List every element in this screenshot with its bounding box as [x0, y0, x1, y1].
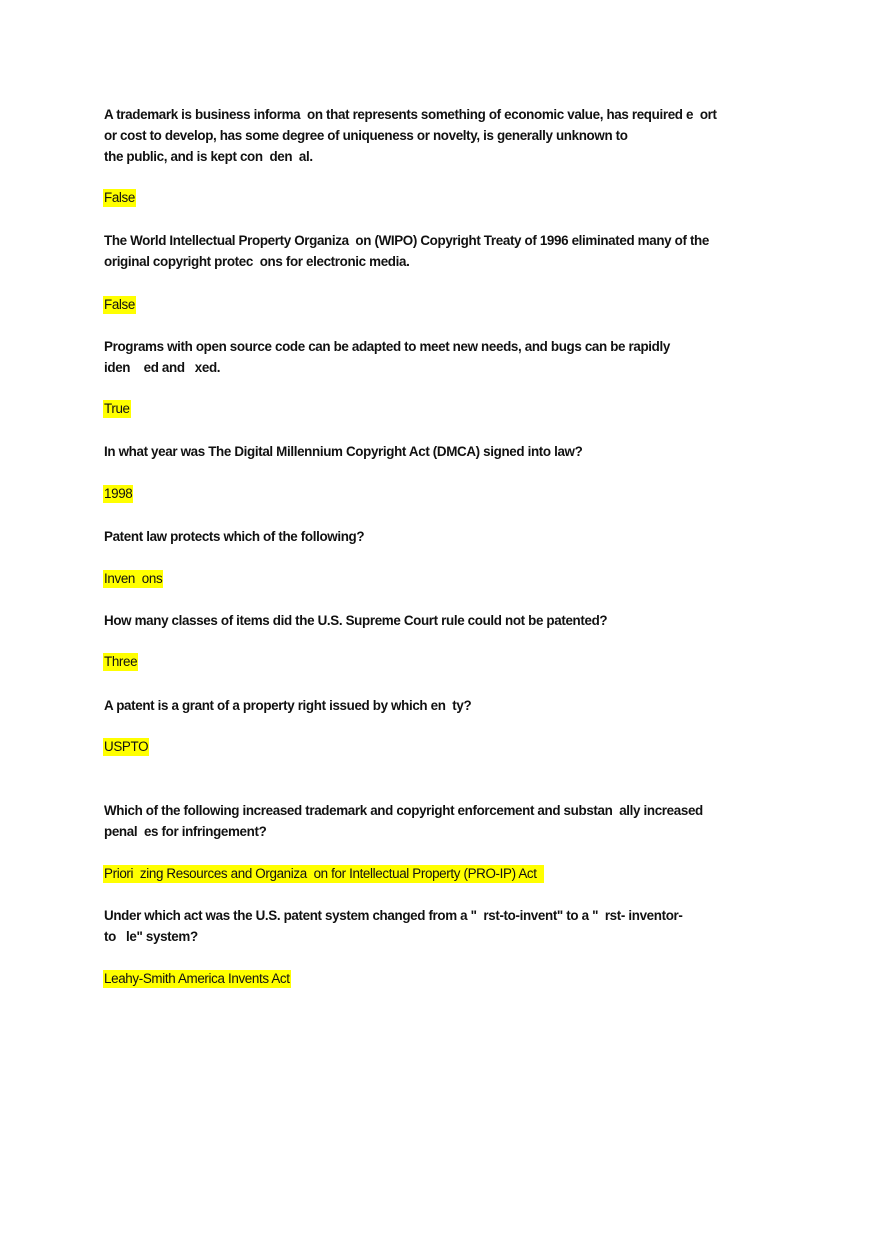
answer-6: Three	[104, 654, 138, 669]
answer-8: Priori zing Resources and Organiza on for Intellectual Property (PRO-IP) Act	[104, 866, 544, 881]
answer-7: USPTO	[104, 739, 149, 754]
question-6: How many classes of items did the U.S. Supreme Court rule could not be patented?	[104, 613, 608, 628]
question-1: A trademark is business informa on that represents something of economic value, has required e ort or cost to develop, has some degree of uniqueness or novelty, is generally unknown to the public, and is kept con den al.	[104, 107, 717, 164]
answer-9: Leahy-Smith America Invents Act	[104, 971, 290, 986]
answer-4: 1998	[104, 486, 133, 501]
answer-2: False	[104, 297, 135, 312]
question-5: Patent law protects which of the following?	[104, 529, 365, 544]
question-7: A patent is a grant of a property right issued by which en ty?	[104, 698, 472, 713]
question-3: Programs with open source code can be adapted to meet new needs, and bugs can be rapidly iden ed and xed.	[104, 339, 670, 375]
question-2: The World Intellectual Property Organiza on (WIPO) Copyright Treaty of 1996 eliminated many of the original copyright protec ons for electronic media.	[104, 233, 709, 269]
question-8: Which of the following increased trademark and copyright enforcement and substan ally increased penal es for infringement?	[104, 803, 703, 839]
question-9: Under which act was the U.S. patent system changed from a " rst-to-invent" to a " rst- inventor- to le" system?	[104, 908, 683, 944]
answer-5: Inven ons	[104, 571, 163, 586]
question-4: In what year was The Digital Millennium Copyright Act (DMCA) signed into law?	[104, 444, 583, 459]
answer-3: True	[104, 401, 130, 416]
answer-1: False	[104, 190, 135, 205]
